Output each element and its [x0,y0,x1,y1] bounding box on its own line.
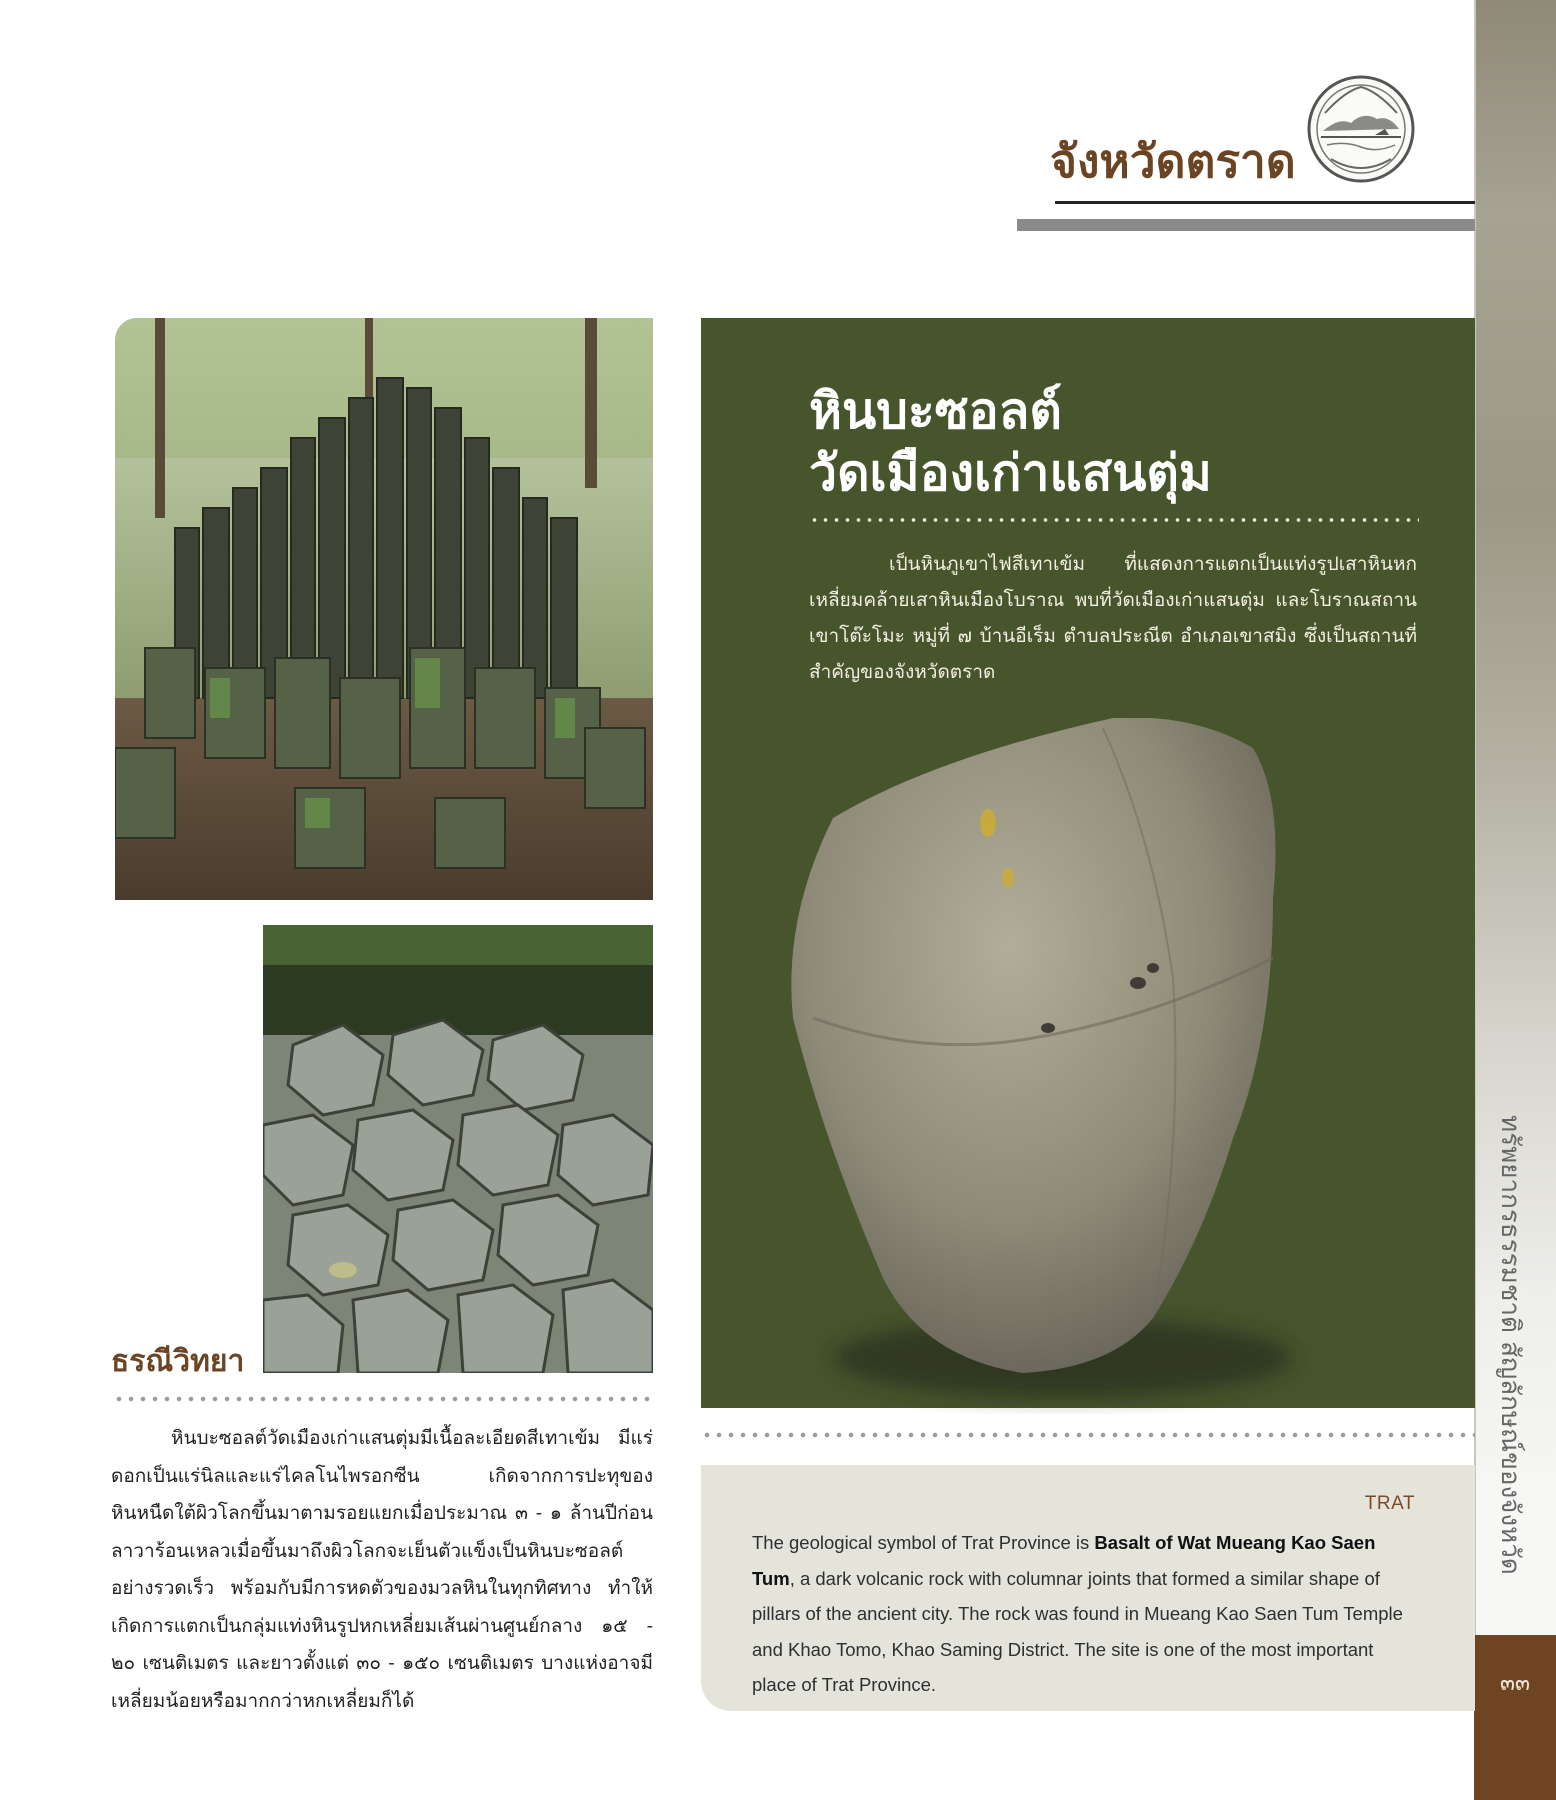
feature-title-line-2: วัดเมืองเก่าแสนตุ่ม [809,444,1212,502]
province-seal-icon [1305,73,1417,185]
page-number-badge [1474,1635,1556,1800]
title-dotted-divider [809,518,1419,522]
province-title: จังหวัดตราด [1050,134,1296,188]
geology-text: หินบะซอลต์วัดเมืองเก่าแสนตุ่มมีเนื้อละเอียดสีเทาเข้ม มีแร่ดอกเป็นแร่นิลและแร่ไคลโนไพรอกซีน เกิดจากการปะทุของหินหนืดใต้ผิวโลกขึ้นมาตามรอยแยกเมื่อประมาณ ๓ - ๑ ล้านปีก่อน ลาวาร้อนเหลวเมื่อขึ้นมาถึงผิวโลกจะเย็นตัวแข็งเป็นหินบะซอลต์อย่างรวดเร็ว พร้อมกับมีการหดตัวของมวลหินในทุกทิศทาง ทำให้เกิดการแตกเป็นกลุ่มแท่งหินรูปหกเหลี่ยมเส้นผ่านศูนย์กลาง ๑๕ - ๒๐ เซนติเมตร และยาวตั้งแต่ ๓๐ - ๑๕๐ เซนติเมตร บางแห่งอาจมีเหลี่ยมน้อยหรือมากกว่าหกเหลี่ยมก็ได้ [111,1427,653,1712]
page-number: ๓๓ [1499,1671,1531,1696]
feature-title [809,380,1212,504]
basalt-rock-specimen-image [773,718,1333,1418]
basalt-columns-photo [115,318,653,900]
vertical-section-label [1495,1115,1537,1575]
english-province-label: TRAT [1364,1493,1415,1514]
vertical-section-text: ทรัพยากรธรรมชาติ สัญลักษณ์ของจังหวัด [1495,1115,1525,1575]
feature-panel [701,318,1475,1408]
geology-dotted-divider [113,1396,653,1402]
english-text-intro: The geological symbol of Trat Province is [752,1532,1095,1553]
english-summary-box [701,1465,1475,1711]
feature-title-line-1: หินบะซอลต์ [809,382,1062,440]
header-rule [1055,201,1475,204]
geology-heading: ธรณีวิทยา [111,1344,245,1379]
feature-description: เป็นหินภูเขาไฟสีเทาเข้ม ที่แสดงการแตกเป็นแท่งรูปเสาหินหกเหลี่ยมคล้ายเสาหินเมืองโบราณ พบที่วัดเมืองเก่าแสนตุ่ม และโบราณสถานเขาโต๊ะโมะ หมู่ที่ ๗ บ้านอีเร็ม ตำบลประณีต อำเภอเขาสมิง ซึ่งเป็นสถานที่สำคัญของจังหวัดตราด [809,553,1417,683]
english-text-rest: , a dark volcanic rock with columnar joints that formed a similar shape of pillars of the ancient city. The rock was found in Mueang Kao Saen Tum Temple and Khao Tomo, Khao Saming District. The site is one of the most important place of Trat Province. [752,1567,1403,1695]
english-text-bold: Basalt of Wat Mueang Kao Saen Tum [752,1532,1376,1589]
english-summary-text [752,1525,1416,1703]
hexagonal-basalt-photo [263,925,653,1373]
header-bar [1017,219,1475,231]
panel-dotted-divider [701,1432,1475,1438]
